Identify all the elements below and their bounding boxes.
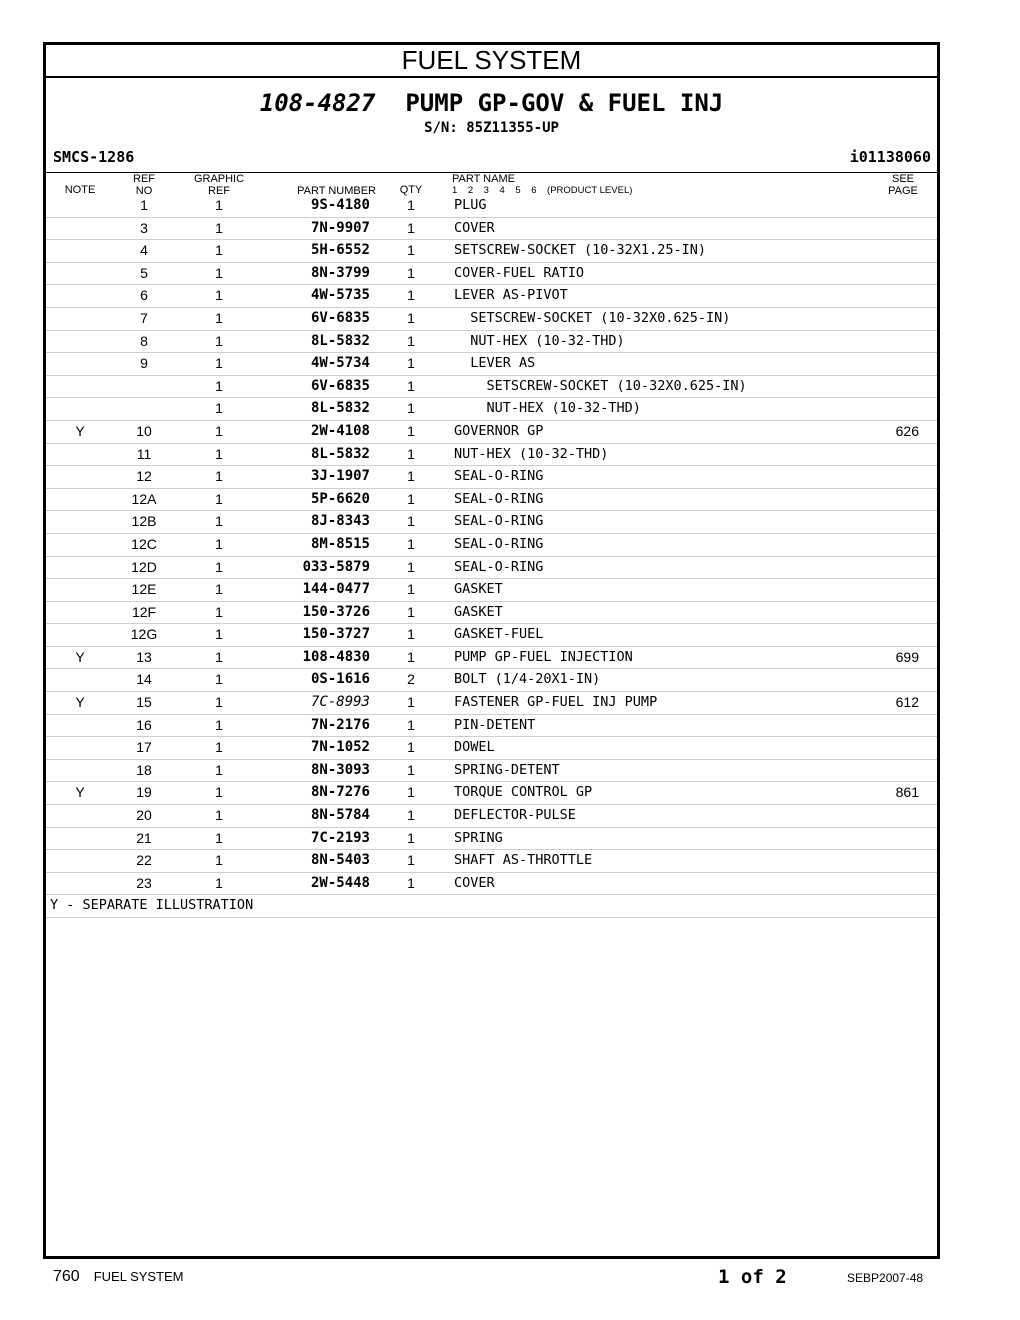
part-name-cell: SEAL-O-RING bbox=[454, 513, 544, 530]
table-row bbox=[46, 692, 937, 715]
graphic-ref-cell: 1 bbox=[215, 784, 223, 801]
part-number-cell: 9S-4180 bbox=[310, 197, 370, 213]
qty-cell: 1 bbox=[407, 377, 415, 394]
ref-no-cell: 18 bbox=[136, 761, 152, 778]
ref-no-cell: 5 bbox=[140, 264, 148, 281]
group-title bbox=[46, 89, 937, 117]
qty-cell: 1 bbox=[407, 422, 415, 439]
illustration-id: i01138060 bbox=[849, 148, 931, 166]
ref-no-cell: 20 bbox=[136, 807, 152, 824]
qty-cell: 1 bbox=[407, 716, 415, 733]
ref-no-cell: 4 bbox=[140, 242, 148, 259]
footer-left bbox=[53, 1268, 184, 1286]
qty-cell: 1 bbox=[407, 761, 415, 778]
ref-no-cell: 12C bbox=[131, 535, 157, 552]
graphic-ref-cell: 1 bbox=[215, 671, 223, 688]
col-header-graphic bbox=[189, 173, 249, 197]
qty-cell: 1 bbox=[407, 445, 415, 462]
part-name-cell: SPRING bbox=[454, 829, 503, 846]
part-name-cell: DEFLECTOR-PULSE bbox=[454, 807, 576, 824]
table-row bbox=[46, 308, 937, 331]
ref-no-cell: 1 bbox=[140, 197, 148, 213]
table-row bbox=[46, 489, 937, 512]
graphic-ref-cell: 1 bbox=[215, 400, 223, 417]
page-number: 760 bbox=[53, 1268, 80, 1285]
table-row bbox=[46, 398, 937, 421]
ref-no-cell: 7 bbox=[140, 309, 148, 326]
table-row bbox=[46, 624, 937, 647]
graphic-ref-cell: 1 bbox=[215, 581, 223, 598]
table-row bbox=[46, 805, 937, 828]
see-page-cell: 612 bbox=[895, 694, 919, 711]
qty-cell: 1 bbox=[407, 468, 415, 485]
part-number-cell: 7N-2176 bbox=[310, 716, 370, 733]
part-number-cell: 8M-8515 bbox=[310, 535, 370, 552]
part-name-cell: SEAL-O-RING bbox=[454, 535, 544, 552]
ref-no-cell: 15 bbox=[136, 694, 152, 711]
graphic-ref-cell: 1 bbox=[215, 287, 223, 304]
part-number-cell: 7C-8993 bbox=[310, 694, 370, 711]
table-row bbox=[46, 873, 937, 896]
table-row bbox=[46, 195, 937, 218]
graphic-ref-cell: 1 bbox=[215, 355, 223, 372]
part-name-cell: NUT-HEX (10-32-THD) bbox=[454, 332, 625, 349]
part-name-cell: SEAL-O-RING bbox=[454, 468, 544, 485]
part-name-cell: LEVER AS-PIVOT bbox=[454, 287, 568, 304]
part-name-cell: SPRING-DETENT bbox=[454, 761, 560, 778]
qty-cell: 1 bbox=[407, 355, 415, 372]
qty-cell: 1 bbox=[407, 513, 415, 530]
qty-cell: 1 bbox=[407, 219, 415, 236]
col-header-product-level: 1 2 3 4 5 6 (PRODUCT LEVEL) bbox=[452, 185, 633, 196]
part-name-cell: SEAL-O-RING bbox=[454, 558, 544, 575]
part-number-cell: 5H-6552 bbox=[310, 242, 370, 259]
group-number: 108-4827 bbox=[259, 89, 376, 117]
part-name-cell: GASKET bbox=[454, 603, 503, 620]
graphic-ref-cell: 1 bbox=[215, 309, 223, 326]
table-row bbox=[46, 376, 937, 399]
qty-cell: 1 bbox=[407, 287, 415, 304]
part-number-cell: 8L-5832 bbox=[310, 400, 370, 417]
part-number-cell: 8N-5403 bbox=[310, 852, 370, 869]
graphic-ref-cell: 1 bbox=[215, 513, 223, 530]
graphic-ref-cell: 1 bbox=[215, 242, 223, 259]
ref-no-cell: 12G bbox=[130, 626, 158, 643]
graphic-ref-cell: 1 bbox=[215, 197, 223, 213]
part-number-cell: 7N-1052 bbox=[310, 739, 370, 756]
part-number-cell: 033-5879 bbox=[302, 558, 370, 575]
table-row bbox=[46, 760, 937, 783]
col-header-note: NOTE bbox=[64, 184, 96, 196]
qty-cell: 1 bbox=[407, 739, 415, 756]
table-row bbox=[46, 534, 937, 557]
legend-text: Y - SEPARATE ILLUSTRATION bbox=[50, 897, 254, 914]
part-number-cell: 6V-6835 bbox=[310, 309, 370, 326]
col-header-see-page bbox=[883, 173, 923, 197]
graphic-ref-cell: 1 bbox=[215, 219, 223, 236]
part-number-cell: 3J-1907 bbox=[310, 468, 370, 485]
smcs-code: SMCS-1286 bbox=[53, 148, 135, 166]
qty-cell: 1 bbox=[407, 807, 415, 824]
part-number-cell: 8N-5784 bbox=[310, 807, 370, 824]
qty-cell: 1 bbox=[407, 648, 415, 665]
ref-no-cell: 3 bbox=[140, 219, 148, 236]
part-name-cell: PIN-DETENT bbox=[454, 716, 536, 733]
table-row bbox=[46, 421, 937, 444]
table-row bbox=[46, 331, 937, 354]
table-row bbox=[46, 240, 937, 263]
ref-no-cell: 12E bbox=[131, 581, 157, 598]
graphic-ref-cell: 1 bbox=[215, 490, 223, 507]
table-row bbox=[46, 557, 937, 580]
col-header-part-name-top: PART NAME bbox=[452, 173, 515, 185]
part-name-cell: SETSCREW-SOCKET (10-32X0.625-IN) bbox=[454, 309, 731, 326]
ref-no-cell: 12F bbox=[131, 603, 157, 620]
part-name-cell: COVER bbox=[454, 874, 495, 891]
ref-no-cell: 12B bbox=[131, 513, 157, 530]
ref-no-cell: 17 bbox=[136, 739, 152, 756]
footer-section: FUEL SYSTEM bbox=[93, 1269, 184, 1284]
part-name-cell: NUT-HEX (10-32-THD) bbox=[454, 445, 609, 462]
col-header-part-number: PART NUMBER bbox=[297, 185, 376, 197]
ref-no-cell: 19 bbox=[136, 784, 152, 801]
table-row bbox=[46, 579, 937, 602]
part-number-cell: 8N-3799 bbox=[310, 264, 370, 281]
graphic-ref-cell: 1 bbox=[215, 603, 223, 620]
part-number-cell: 6V-6835 bbox=[310, 377, 370, 394]
table-row bbox=[46, 353, 937, 376]
qty-cell: 1 bbox=[407, 490, 415, 507]
part-number-cell: 8L-5832 bbox=[310, 445, 370, 462]
part-number-cell: 5P-6620 bbox=[310, 490, 370, 507]
table-row bbox=[46, 466, 937, 489]
part-name-cell: FASTENER GP-FUEL INJ PUMP bbox=[454, 694, 658, 711]
qty-cell: 1 bbox=[407, 332, 415, 349]
qty-cell: 1 bbox=[407, 581, 415, 598]
graphic-ref-cell: 1 bbox=[215, 829, 223, 846]
ref-no-cell: 23 bbox=[136, 874, 152, 891]
graphic-ref-cell: 1 bbox=[215, 694, 223, 711]
serial-number: S/N: 85Z11355-UP bbox=[424, 120, 559, 136]
part-name-cell: COVER-FUEL RATIO bbox=[454, 264, 585, 281]
qty-cell: 1 bbox=[407, 852, 415, 869]
part-name-cell: SEAL-O-RING bbox=[454, 490, 544, 507]
ref-no-cell: 9 bbox=[140, 355, 148, 372]
graphic-ref-cell: 1 bbox=[215, 332, 223, 349]
page-of: 1 of 2 bbox=[718, 1266, 787, 1288]
ref-no-cell: 16 bbox=[136, 716, 152, 733]
col-header-ref bbox=[126, 173, 162, 197]
part-name-cell: DOWEL bbox=[454, 739, 495, 756]
part-name-cell: GASKET bbox=[454, 581, 503, 598]
part-number-cell: 7C-2193 bbox=[310, 829, 370, 846]
part-number-cell: 7N-9907 bbox=[310, 219, 370, 236]
table-row bbox=[46, 511, 937, 534]
col-header-graphic-bottom: REF bbox=[208, 185, 230, 197]
part-name-cell: SHAFT AS-THROTTLE bbox=[454, 852, 593, 869]
part-name-cell: SETSCREW-SOCKET (10-32X1.25-IN) bbox=[454, 242, 706, 259]
graphic-ref-cell: 1 bbox=[215, 739, 223, 756]
ref-no-cell: 14 bbox=[136, 671, 152, 688]
table-row bbox=[46, 828, 937, 851]
graphic-ref-cell: 1 bbox=[215, 626, 223, 643]
qty-cell: 1 bbox=[407, 264, 415, 281]
note-cell: Y bbox=[75, 784, 85, 801]
table-row bbox=[46, 737, 937, 760]
col-header-ref-bottom: NO bbox=[135, 185, 153, 197]
part-name-cell: TORQUE CONTROL GP bbox=[454, 784, 593, 801]
part-number-cell: 8J-8343 bbox=[310, 513, 370, 530]
part-number-cell: 150-3726 bbox=[302, 603, 370, 620]
part-number-cell: 144-0477 bbox=[302, 581, 370, 598]
part-name-cell: GOVERNOR GP bbox=[454, 422, 544, 439]
ref-no-cell: 13 bbox=[136, 648, 152, 665]
note-cell: Y bbox=[75, 694, 85, 711]
part-name-cell: COVER bbox=[454, 219, 495, 236]
table-row bbox=[46, 218, 937, 241]
graphic-ref-cell: 1 bbox=[215, 422, 223, 439]
qty-cell: 1 bbox=[407, 558, 415, 575]
graphic-ref-cell: 1 bbox=[215, 377, 223, 394]
qty-cell: 1 bbox=[407, 829, 415, 846]
qty-cell: 1 bbox=[407, 400, 415, 417]
see-page-cell: 861 bbox=[895, 784, 919, 801]
part-number-cell: 8N-7276 bbox=[310, 784, 370, 801]
graphic-ref-cell: 1 bbox=[215, 716, 223, 733]
qty-cell: 1 bbox=[407, 874, 415, 891]
ref-no-cell: 12A bbox=[131, 490, 157, 507]
table-row bbox=[46, 782, 937, 805]
table-row bbox=[46, 669, 937, 692]
table-row bbox=[46, 715, 937, 738]
page-frame bbox=[43, 42, 940, 1259]
ref-no-cell: 10 bbox=[136, 422, 152, 439]
graphic-ref-cell: 1 bbox=[215, 558, 223, 575]
legend-row bbox=[46, 895, 937, 918]
table-row bbox=[46, 444, 937, 467]
qty-cell: 1 bbox=[407, 694, 415, 711]
table-row bbox=[46, 263, 937, 286]
graphic-ref-cell: 1 bbox=[215, 535, 223, 552]
col-header-graphic-top: GRAPHIC bbox=[193, 173, 245, 185]
ref-no-cell: 22 bbox=[136, 852, 152, 869]
graphic-ref-cell: 1 bbox=[215, 264, 223, 281]
col-header-ref-top: REF bbox=[133, 173, 155, 185]
ref-no-cell: 8 bbox=[140, 332, 148, 349]
col-header-see-bottom: PAGE bbox=[888, 185, 918, 197]
qty-cell: 1 bbox=[407, 242, 415, 259]
qty-cell: 1 bbox=[407, 603, 415, 620]
part-name-cell: LEVER AS bbox=[454, 355, 536, 372]
graphic-ref-cell: 1 bbox=[215, 468, 223, 485]
ref-no-cell: 12 bbox=[136, 468, 152, 485]
part-number-cell: 4W-5734 bbox=[310, 355, 370, 372]
part-number-cell: 2W-5448 bbox=[310, 874, 370, 891]
qty-cell: 2 bbox=[407, 671, 415, 688]
part-name-cell: PLUG bbox=[454, 197, 487, 213]
part-number-cell: 108-4830 bbox=[302, 648, 370, 665]
qty-cell: 1 bbox=[407, 197, 415, 213]
table-row bbox=[46, 285, 937, 308]
part-name-cell: NUT-HEX (10-32-THD) bbox=[454, 400, 641, 417]
graphic-ref-cell: 1 bbox=[215, 807, 223, 824]
table-row bbox=[46, 602, 937, 625]
part-number-cell: 2W-4108 bbox=[310, 422, 370, 439]
graphic-ref-cell: 1 bbox=[215, 445, 223, 462]
parts-table bbox=[46, 195, 937, 918]
graphic-ref-cell: 1 bbox=[215, 761, 223, 778]
part-number-cell: 8L-5832 bbox=[310, 332, 370, 349]
note-cell: Y bbox=[75, 648, 85, 665]
col-header-part-name bbox=[452, 173, 632, 197]
qty-cell: 1 bbox=[407, 784, 415, 801]
part-number-cell: 8N-3093 bbox=[310, 761, 370, 778]
qty-cell: 1 bbox=[407, 309, 415, 326]
ref-no-cell: 12D bbox=[131, 558, 157, 575]
ref-no-cell: 21 bbox=[136, 829, 152, 846]
part-name-cell: GASKET-FUEL bbox=[454, 626, 544, 643]
table-row bbox=[46, 850, 937, 873]
graphic-ref-cell: 1 bbox=[215, 874, 223, 891]
graphic-ref-cell: 1 bbox=[215, 648, 223, 665]
col-header-see-top: SEE bbox=[891, 173, 914, 185]
note-cell: Y bbox=[75, 422, 85, 439]
table-row bbox=[46, 647, 937, 670]
part-name-cell: BOLT (1/4-20X1-IN) bbox=[454, 671, 601, 688]
part-name-cell: SETSCREW-SOCKET (10-32X0.625-IN) bbox=[454, 377, 747, 394]
see-page-cell: 699 bbox=[895, 648, 919, 665]
part-number-cell: 0S-1616 bbox=[310, 671, 370, 688]
ref-no-cell: 11 bbox=[136, 445, 152, 462]
graphic-ref-cell: 1 bbox=[215, 852, 223, 869]
part-name-cell: PUMP GP-FUEL INJECTION bbox=[454, 648, 633, 665]
col-header-qty: QTY bbox=[399, 184, 423, 196]
see-page-cell: 626 bbox=[895, 422, 919, 439]
qty-cell: 1 bbox=[407, 626, 415, 643]
group-name: PUMP GP-GOV & FUEL INJ bbox=[405, 89, 724, 117]
section-title: FUEL SYSTEM bbox=[46, 45, 937, 78]
part-number-cell: 4W-5735 bbox=[310, 287, 370, 304]
doc-id: SEBP2007-48 bbox=[847, 1271, 924, 1285]
ref-no-cell: 6 bbox=[140, 287, 148, 304]
part-number-cell: 150-3727 bbox=[302, 626, 370, 643]
qty-cell: 1 bbox=[407, 535, 415, 552]
